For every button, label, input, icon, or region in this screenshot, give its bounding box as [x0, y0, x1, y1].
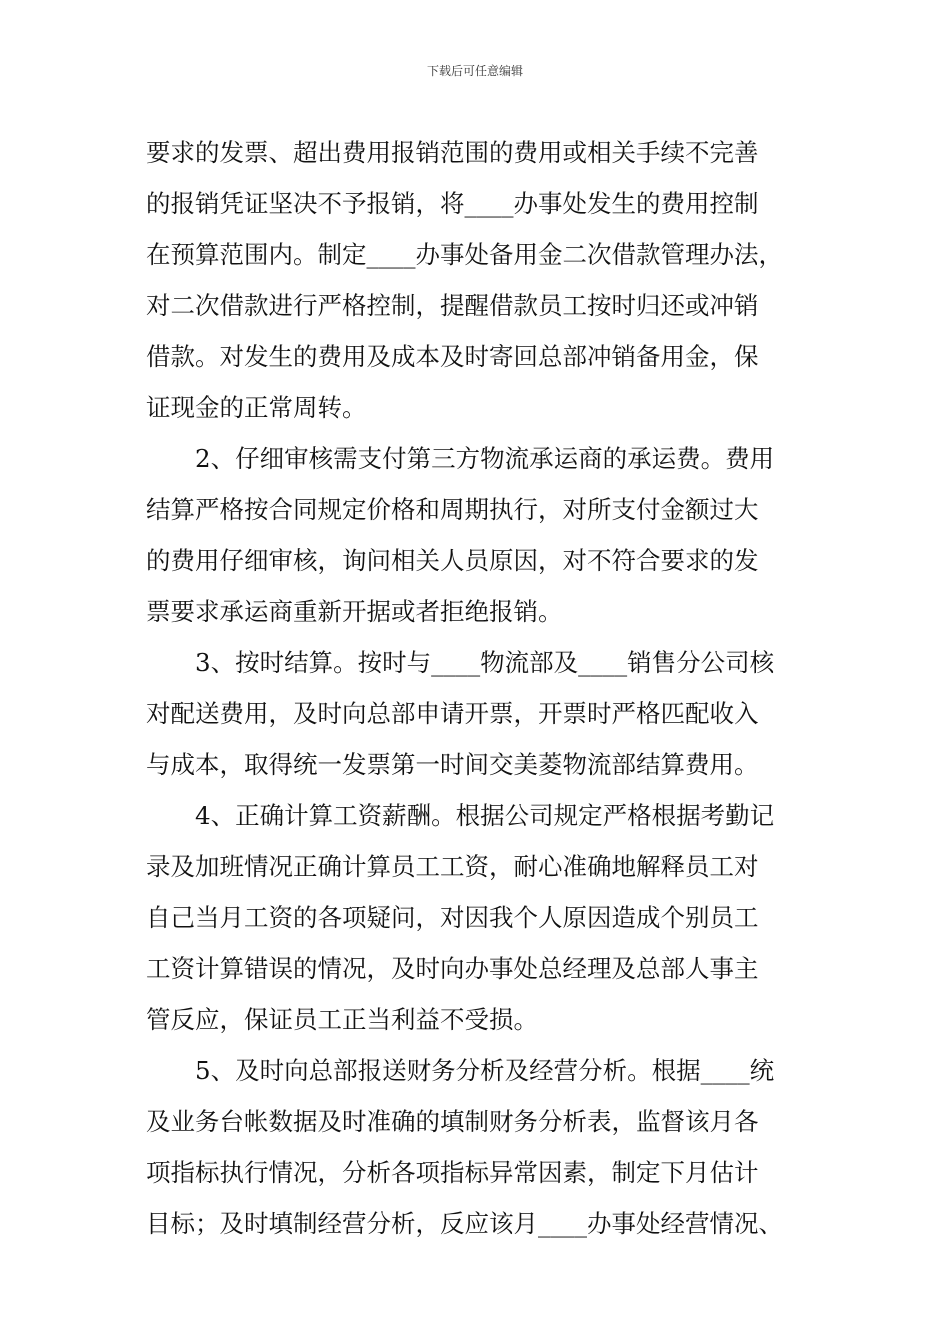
text-line: 目标；及时填制经营分析，反应该月____办事处经营情况、	[146, 1209, 783, 1238]
text-line: 票要求承运商重新开据或者拒绝报销。	[146, 597, 563, 626]
text-line: 的费用仔细审核，询问相关人员原因，对不符合要求的发	[146, 546, 759, 575]
text-line: 在预算范围内。制定____办事处备用金二次借款管理办法，	[146, 240, 783, 269]
text-line: 管反应，保证员工正当利益不受损。	[146, 1005, 538, 1034]
text-line: 录及加班情况正确计算员工工资，耐心准确地解释员工对	[146, 852, 759, 881]
text-line: 要求的发票、超出费用报销范围的费用或相关手续不完善	[146, 138, 759, 167]
document-body	[146, 127, 836, 1249]
text-line: 结算严格按合同规定价格和周期执行，对所支付金额过大	[146, 495, 759, 524]
text-line: 借款。对发生的费用及成本及时寄回总部冲销备用金，保	[146, 342, 759, 371]
text-line: 工资计算错误的情况，及时向办事处总经理及总部人事主	[146, 954, 759, 983]
page-header: 下载后可任意编辑	[426, 64, 523, 78]
paragraph-start-line: 2、仔细审核需支付第三方物流承运商的承运费。费用	[195, 444, 775, 473]
text-line: 与成本，取得统一发票第一时间交美菱物流部结算费用。	[146, 750, 759, 779]
text-line: 及业务台帐数据及时准确的填制财务分析表，监督该月各	[146, 1107, 759, 1136]
text-line: 自己当月工资的各项疑问，对因我个人原因造成个别员工	[146, 903, 759, 932]
text-line: 对二次借款进行严格控制，提醒借款员工按时归还或冲销	[146, 291, 759, 320]
text-line: 项指标执行情况，分析各项指标异常因素，制定下月估计	[146, 1158, 759, 1187]
text-line: 证现金的正常周转。	[146, 393, 367, 422]
paragraph-start-line: 5、及时向总部报送财务分析及经营分析。根据____统	[195, 1056, 775, 1085]
paragraph-start-line: 4、正确计算工资薪酬。根据公司规定严格根据考勤记	[195, 801, 775, 830]
text-line: 的报销凭证坚决不予报销，将____办事处发生的费用控制	[146, 189, 759, 218]
paragraph-start-line: 3、按时结算。按时与____物流部及____销售分公司核	[195, 648, 775, 677]
text-line: 对配送费用，及时向总部申请开票，开票时严格匹配收入	[146, 699, 759, 728]
